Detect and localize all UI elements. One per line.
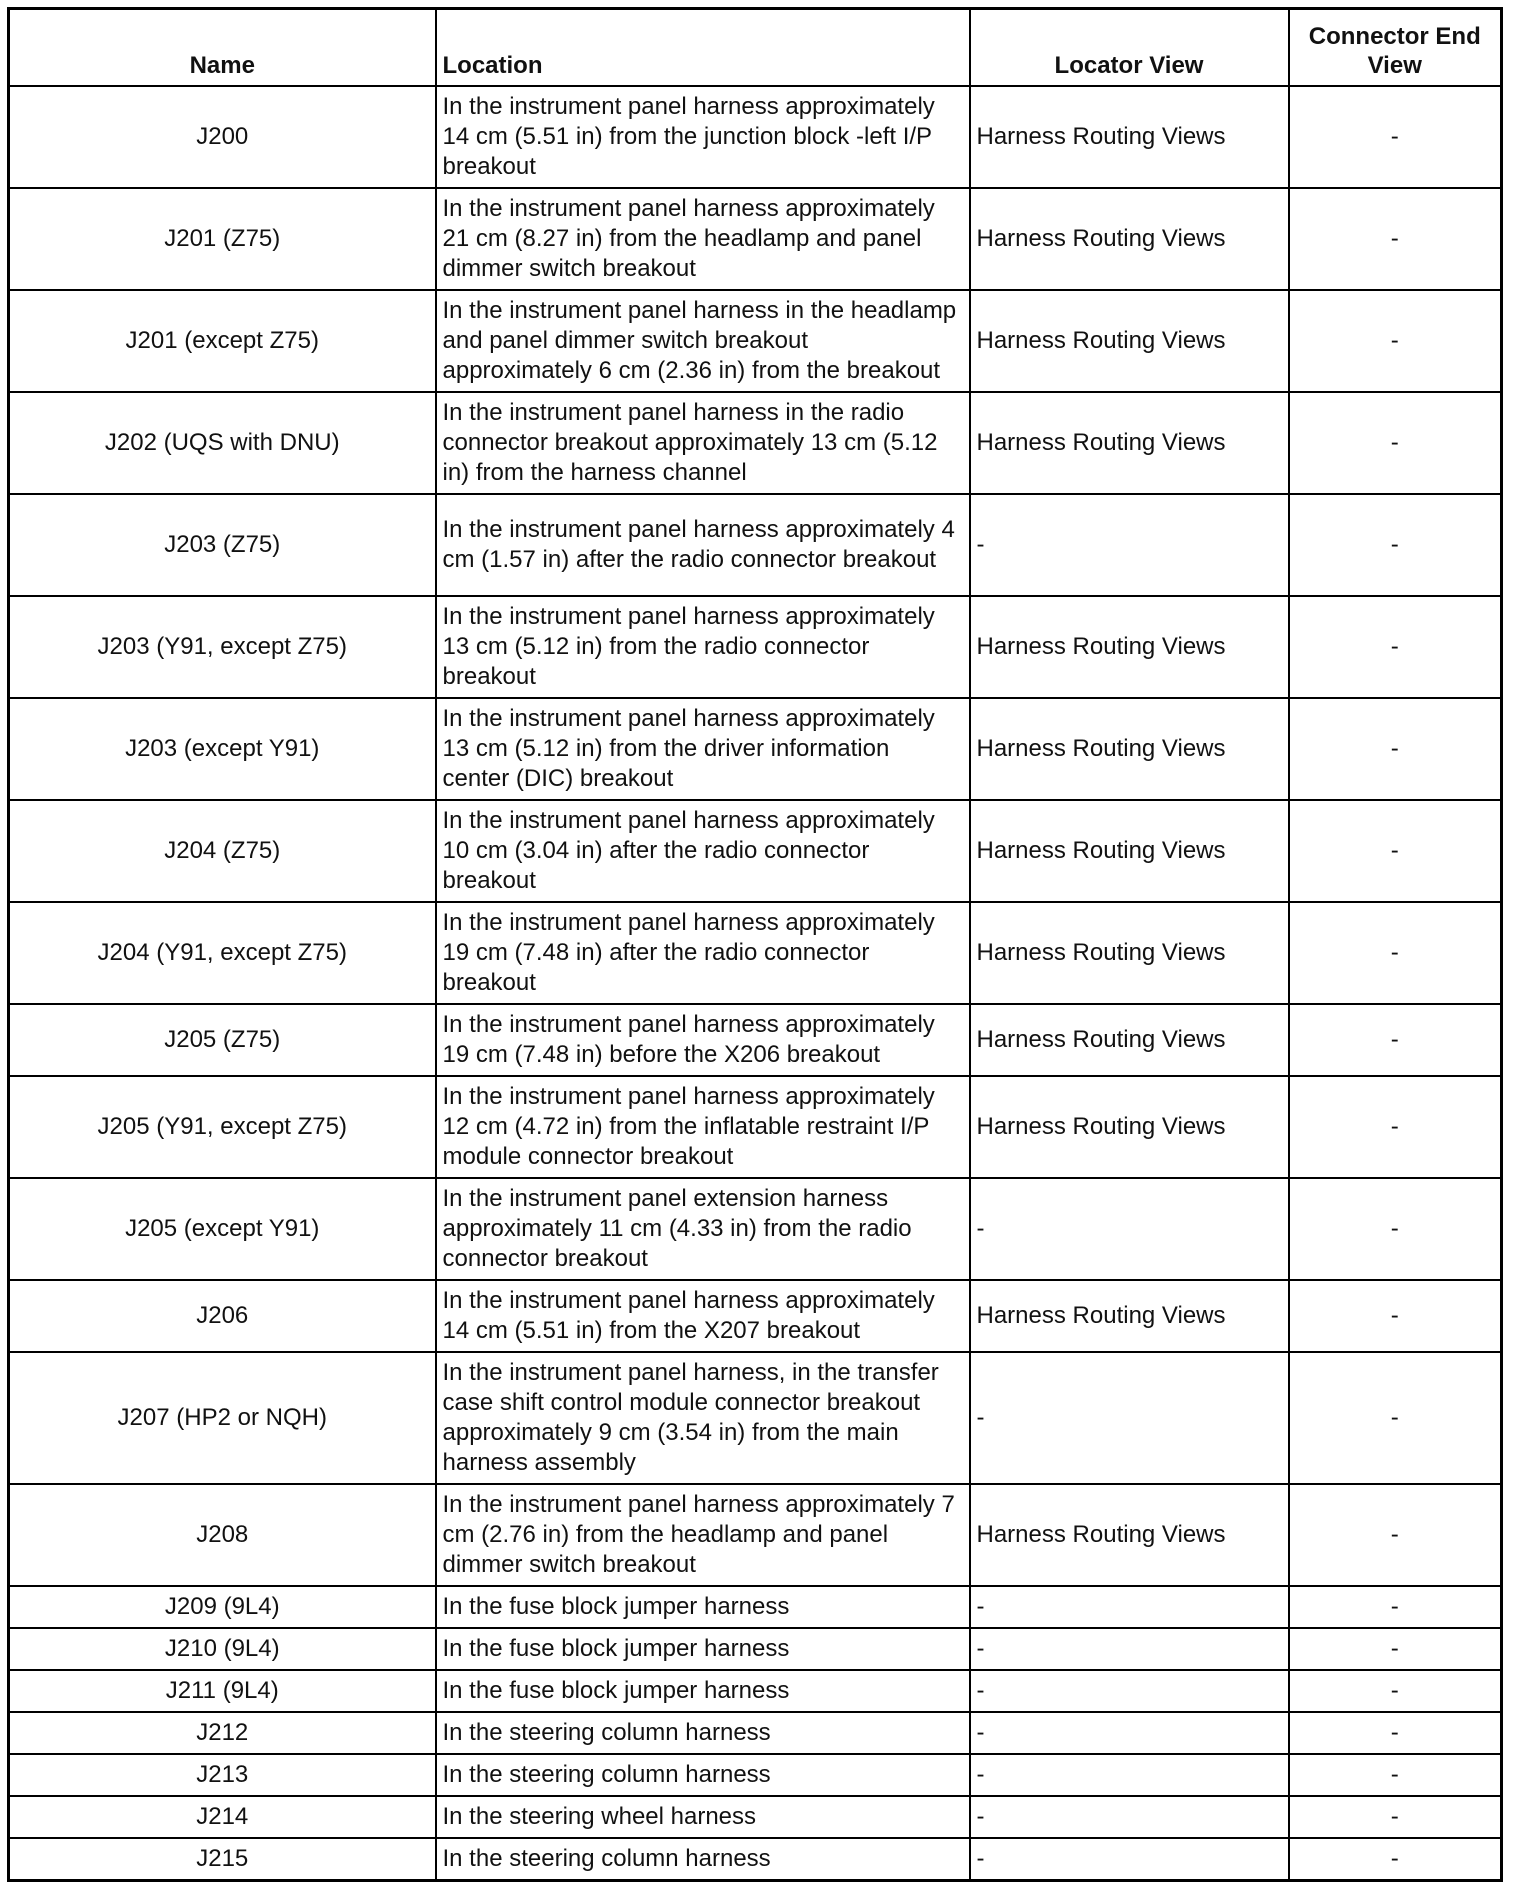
name-cell: J207 (HP2 or NQH) (9, 1352, 436, 1484)
connector-end-view-cell: - (1289, 1280, 1502, 1352)
locator-view-cell: - (970, 1754, 1289, 1796)
connector-end-view-cell: - (1289, 392, 1502, 494)
name-cell: J200 (9, 86, 436, 188)
connector-end-view-cell: - (1289, 1586, 1502, 1628)
name-cell: J206 (9, 1280, 436, 1352)
name-cell: J215 (9, 1838, 436, 1880)
locator-view-cell: Harness Routing Views (970, 1484, 1289, 1586)
table-row (9, 494, 1502, 596)
header-connector-end-view-line1: Connector End (1308, 23, 1481, 50)
table-row (9, 392, 1502, 494)
name-cell: J205 (except Y91) (9, 1178, 436, 1280)
connector-end-view-cell: - (1289, 1838, 1502, 1880)
table-row (9, 1838, 1502, 1880)
locator-view-cell: - (970, 1586, 1289, 1628)
connector-end-view-cell: - (1289, 1076, 1502, 1178)
header-connector-end-view-line2: View (1367, 52, 1422, 79)
table-row (9, 902, 1502, 1004)
name-cell: J201 (Z75) (9, 188, 436, 290)
location-cell: In the instrument panel harness approximately 13 cm (5.12 in) from the driver information center (DIC) breakout (436, 698, 970, 800)
locator-view-cell: Harness Routing Views (970, 800, 1289, 902)
locator-view-cell: - (970, 1796, 1289, 1838)
header-location: Location (436, 9, 970, 87)
connector-end-view-cell: - (1289, 1670, 1502, 1712)
locator-view-cell: Harness Routing Views (970, 596, 1289, 698)
location-cell: In the instrument panel harness in the headlamp and panel dimmer switch breakout approximately 6 cm (2.36 in) from the breakout (436, 290, 970, 392)
name-cell: J203 (Y91, except Z75) (9, 596, 436, 698)
name-cell: J204 (Y91, except Z75) (9, 902, 436, 1004)
locator-view-cell: - (970, 494, 1289, 596)
location-cell: In the instrument panel harness approximately 10 cm (3.04 in) after the radio connector breakout (436, 800, 970, 902)
name-cell: J213 (9, 1754, 436, 1796)
connector-end-view-cell: - (1289, 1484, 1502, 1586)
location-cell: In the instrument panel harness approximately 12 cm (4.72 in) from the inflatable restraint I/P module connector breakout (436, 1076, 970, 1178)
table-row (9, 1754, 1502, 1796)
locator-view-cell: Harness Routing Views (970, 86, 1289, 188)
locator-view-cell: Harness Routing Views (970, 902, 1289, 1004)
location-cell: In the steering column harness (436, 1712, 970, 1754)
locator-view-cell: - (970, 1178, 1289, 1280)
name-cell: J204 (Z75) (9, 800, 436, 902)
location-cell: In the instrument panel harness approximately 13 cm (5.12 in) from the radio connector breakout (436, 596, 970, 698)
locator-view-cell: Harness Routing Views (970, 188, 1289, 290)
name-cell: J209 (9L4) (9, 1586, 436, 1628)
connector-end-view-cell: - (1289, 698, 1502, 800)
locator-view-cell: Harness Routing Views (970, 290, 1289, 392)
locator-view-cell: Harness Routing Views (970, 1004, 1289, 1076)
table-row (9, 290, 1502, 392)
table-row (9, 1586, 1502, 1628)
connector-end-view-cell: - (1289, 596, 1502, 698)
table-row (9, 1076, 1502, 1178)
table-row (9, 1178, 1502, 1280)
location-cell: In the instrument panel harness, in the transfer case shift control module connector breakout approximately 9 cm (3.54 in) from the main harness assembly (436, 1352, 970, 1484)
table-row (9, 1004, 1502, 1076)
table-row (9, 1628, 1502, 1670)
name-cell: J212 (9, 1712, 436, 1754)
location-cell: In the steering column harness (436, 1754, 970, 1796)
location-cell: In the instrument panel harness approximately 4 cm (1.57 in) after the radio connector breakout (436, 494, 970, 596)
connector-end-view-cell: - (1289, 1004, 1502, 1076)
location-cell: In the instrument panel harness approximately 14 cm (5.51 in) from the X207 breakout (436, 1280, 970, 1352)
table-header-row (9, 9, 1502, 87)
connector-end-view-cell: - (1289, 1796, 1502, 1838)
locator-view-cell: Harness Routing Views (970, 1280, 1289, 1352)
name-cell: J203 (Z75) (9, 494, 436, 596)
name-cell: J202 (UQS with DNU) (9, 392, 436, 494)
location-cell: In the fuse block jumper harness (436, 1628, 970, 1670)
name-cell: J208 (9, 1484, 436, 1586)
table-row (9, 800, 1502, 902)
connector-end-view-cell: - (1289, 1754, 1502, 1796)
location-cell: In the instrument panel harness in the radio connector breakout approximately 13 cm (5.12 in) from the harness channel (436, 392, 970, 494)
location-cell: In the instrument panel extension harness approximately 11 cm (4.33 in) from the radio connector breakout (436, 1178, 970, 1280)
locator-view-cell: - (970, 1628, 1289, 1670)
table-row (9, 596, 1502, 698)
location-cell: In the steering column harness (436, 1838, 970, 1880)
locator-view-cell: - (970, 1712, 1289, 1754)
table-row (9, 1670, 1502, 1712)
location-cell: In the instrument panel harness approximately 21 cm (8.27 in) from the headlamp and panel dimmer switch breakout (436, 188, 970, 290)
table-row (9, 188, 1502, 290)
locator-view-cell: - (970, 1352, 1289, 1484)
connector-end-view-cell: - (1289, 1628, 1502, 1670)
table-row (9, 698, 1502, 800)
location-cell: In the instrument panel harness approximately 19 cm (7.48 in) before the X206 breakout (436, 1004, 970, 1076)
location-cell: In the instrument panel harness approximately 14 cm (5.51 in) from the junction block -left I/P breakout (436, 86, 970, 188)
name-cell: J211 (9L4) (9, 1670, 436, 1712)
table-row (9, 1712, 1502, 1754)
table-row (9, 1484, 1502, 1586)
name-cell: J205 (Y91, except Z75) (9, 1076, 436, 1178)
table-row (9, 86, 1502, 188)
location-cell: In the instrument panel harness approximately 19 cm (7.48 in) after the radio connector breakout (436, 902, 970, 1004)
connector-end-view-cell: - (1289, 188, 1502, 290)
connector-end-view-cell: - (1289, 1352, 1502, 1484)
table-row (9, 1352, 1502, 1484)
splice-location-table (7, 7, 1503, 1882)
header-connector-end-view (1289, 9, 1502, 87)
connector-end-view-cell: - (1289, 800, 1502, 902)
location-cell: In the fuse block jumper harness (436, 1670, 970, 1712)
locator-view-cell: - (970, 1838, 1289, 1880)
table-row (9, 1280, 1502, 1352)
connector-end-view-cell: - (1289, 86, 1502, 188)
name-cell: J210 (9L4) (9, 1628, 436, 1670)
name-cell: J214 (9, 1796, 436, 1838)
name-cell: J205 (Z75) (9, 1004, 436, 1076)
connector-end-view-cell: - (1289, 290, 1502, 392)
location-cell: In the instrument panel harness approximately 7 cm (2.76 in) from the headlamp and panel dimmer switch breakout (436, 1484, 970, 1586)
table-row (9, 1796, 1502, 1838)
name-cell: J201 (except Z75) (9, 290, 436, 392)
connector-end-view-cell: - (1289, 494, 1502, 596)
connector-end-view-cell: - (1289, 902, 1502, 1004)
header-name: Name (9, 9, 436, 87)
connector-end-view-cell: - (1289, 1178, 1502, 1280)
locator-view-cell: - (970, 1670, 1289, 1712)
location-cell: In the steering wheel harness (436, 1796, 970, 1838)
location-cell: In the fuse block jumper harness (436, 1586, 970, 1628)
connector-end-view-cell: - (1289, 1712, 1502, 1754)
locator-view-cell: Harness Routing Views (970, 698, 1289, 800)
header-locator-view: Locator View (970, 9, 1289, 87)
name-cell: J203 (except Y91) (9, 698, 436, 800)
locator-view-cell: Harness Routing Views (970, 392, 1289, 494)
locator-view-cell: Harness Routing Views (970, 1076, 1289, 1178)
